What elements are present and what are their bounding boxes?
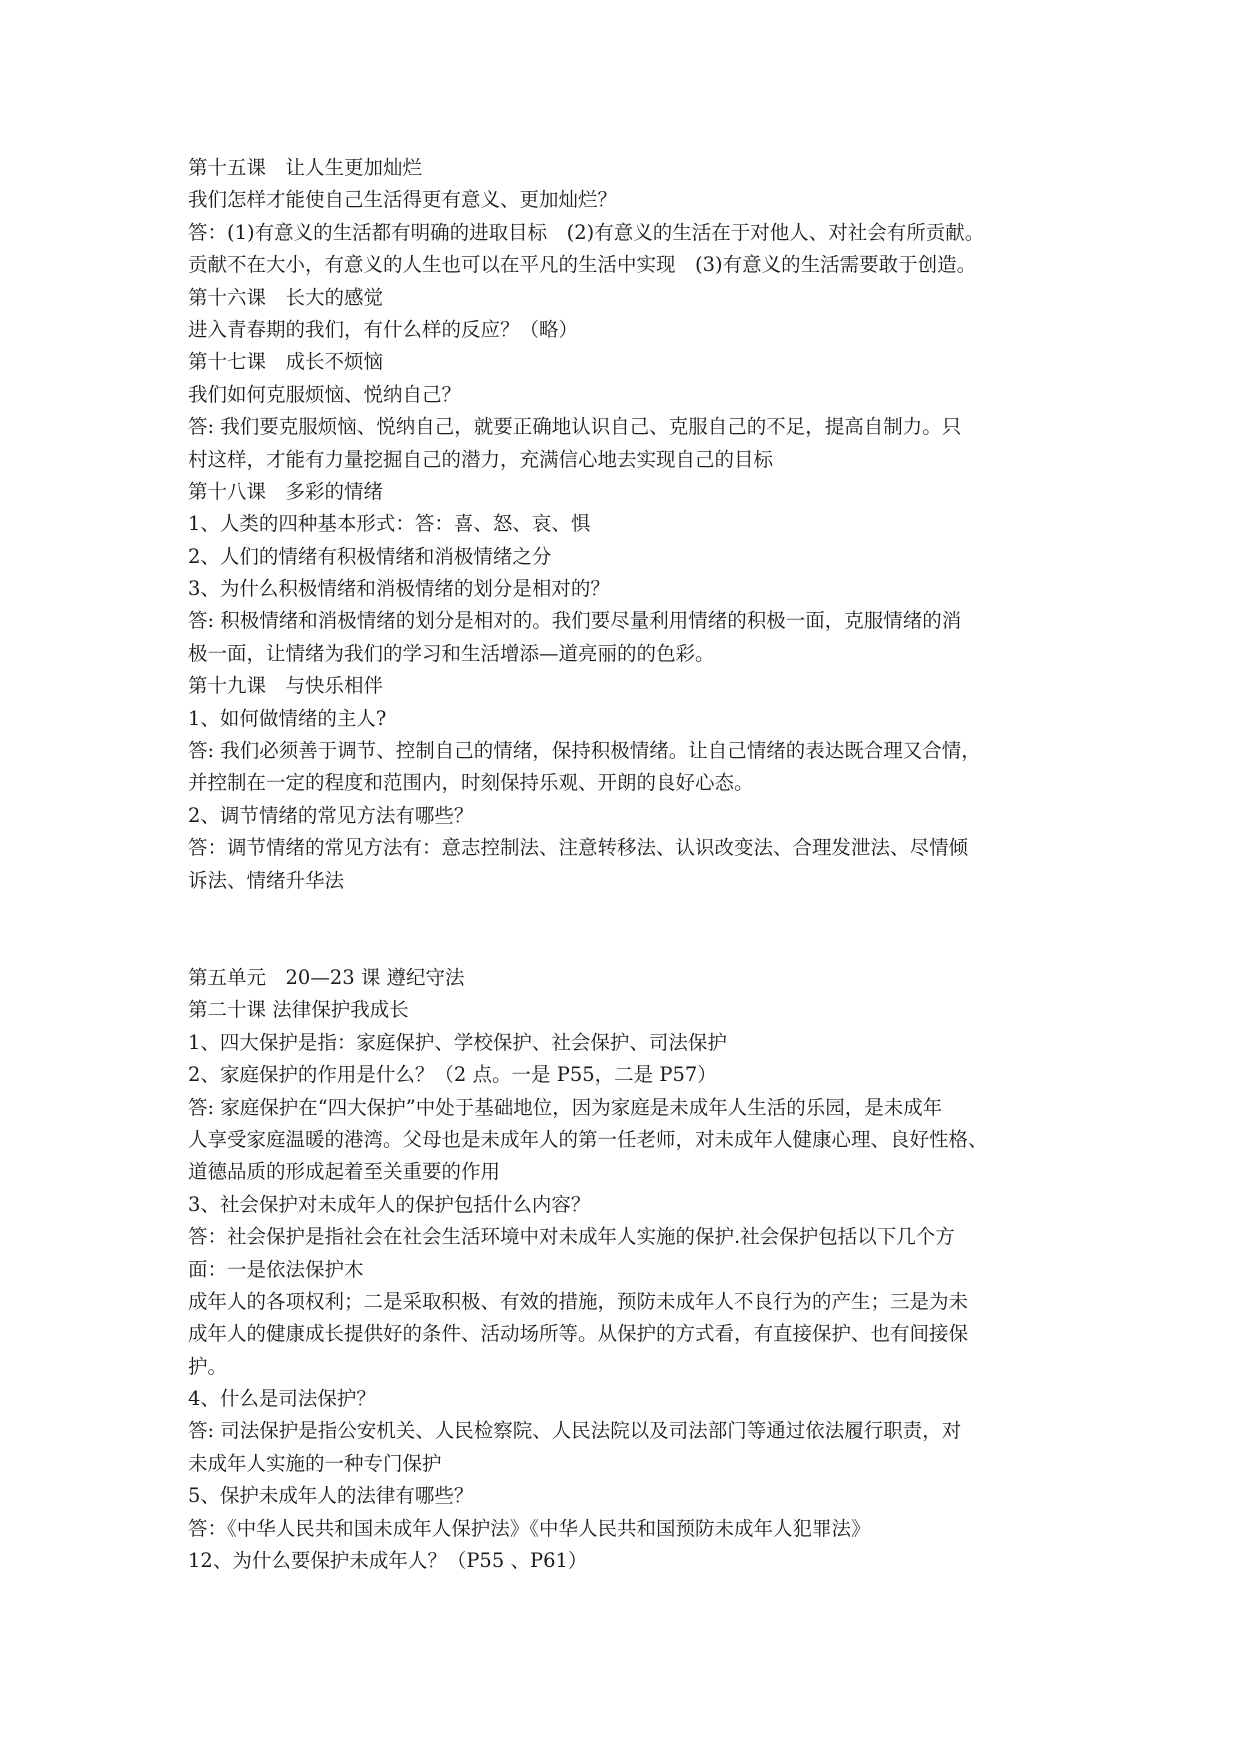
list-item: 2、家庭保护的作用是什么？（2 点。一是 P55，二是 P57） bbox=[188, 1063, 717, 1087]
answer-line: 村这样，才能有力量挖掘自己的潜力，充满信心地去实现自己的目标 bbox=[188, 447, 774, 471]
answer-line: 道德品质的形成起着至关重要的作用 bbox=[188, 1160, 501, 1184]
list-item: 5、保护未成年人的法律有哪些？ bbox=[188, 1484, 474, 1508]
unit-5-title: 第五单元 20—23 课 遵纪守法 bbox=[188, 965, 465, 989]
lesson-19-title: 第十九课 与快乐相伴 bbox=[188, 674, 384, 698]
list-item: 3、为什么积极情绪和消极情绪的划分是相对的？ bbox=[188, 577, 610, 601]
answer-line: 答: 我们要克服烦恼、悦纳自己，就要正确地认识自己、克服自己的不足，提高自制力。只 bbox=[188, 415, 962, 439]
answer-line: 并控制在一定的程度和范围内，时刻保持乐观、开朗的良好心态。 bbox=[188, 771, 754, 795]
list-item: 3、社会保护对未成年人的保护包括什么内容？ bbox=[188, 1192, 591, 1216]
document-body bbox=[188, 152, 1068, 1577]
answer-line: 面：一是依法保护木 bbox=[188, 1257, 364, 1281]
question-line: 我们怎样才能使自己生活得更有意义、更加灿烂？ bbox=[188, 188, 618, 212]
answer-line: 答：调节情绪的常见方法有：意志控制法、注意转移法、认识改变法、合理发泄法、尽情倾 bbox=[188, 836, 969, 860]
answer-line: 答: 家庭保护在“四大保护”中处于基础地位，因为家庭是未成年人生活的乐园，是未成年 bbox=[188, 1095, 943, 1119]
answer-line: 成年人的健康成长提供好的条件、活动场所等。从保护的方式看，有直接保护、也有间接保 bbox=[188, 1322, 969, 1346]
list-item: 12、为什么要保护未成年人？（P55 、P61） bbox=[188, 1549, 588, 1573]
answer-line: 人享受家庭温暖的港湾。父母也是未成年人的第一任老师，对未成年人健康心理、良好性格、 bbox=[188, 1127, 988, 1151]
list-item: 1、如何做情绪的主人? bbox=[188, 706, 387, 730]
lesson-20-title: 第二十课 法律保护我成长 bbox=[188, 998, 409, 1022]
answer-line: 极一面，让情绪为我们的学习和生活增添—道亮丽的的色彩。 bbox=[188, 641, 715, 665]
list-item: 1、四大保护是指：家庭保护、学校保护、社会保护、司法保护 bbox=[188, 1030, 727, 1054]
answer-line: 护。 bbox=[188, 1354, 228, 1378]
section-lessons-15-19 bbox=[188, 152, 1068, 897]
lesson-18-title: 第十八课 多彩的情绪 bbox=[188, 479, 384, 503]
lesson-17-title: 第十七课 成长不烦恼 bbox=[188, 350, 384, 374]
question-line: 进入青春期的我们，有什么样的反应？（略） bbox=[188, 317, 579, 341]
answer-line: 答：《中华人民共和国未成年人保护法》《中华人民共和国预防未成年人犯罪法》 bbox=[188, 1516, 871, 1540]
answer-line: 答: 积极情绪和消极情绪的划分是相对的。我们要尽量利用情绪的积极一面，克服情绪的消 bbox=[188, 609, 962, 633]
question-line: 我们如何克服烦恼、悦纳自己？ bbox=[188, 382, 462, 406]
answer-line: 贡献不在大小，有意义的人生也可以在平凡的生活中实现 (3)有意义的生活需要敢于创造。 bbox=[188, 253, 977, 277]
section-gap bbox=[188, 897, 1068, 962]
answer-line: 答：社会保护是指社会在社会生活环境中对未成年人实施的保护.社会保护包括以下几个方 bbox=[188, 1225, 955, 1249]
list-item: 4、什么是司法保护？ bbox=[188, 1387, 376, 1411]
list-item: 2、调节情绪的常见方法有哪些？ bbox=[188, 803, 474, 827]
answer-line: 答: 我们必须善于调节、控制自己的情绪，保持积极情绪。让自己情绪的表达既合理又合情， bbox=[188, 739, 981, 763]
answer-line: 诉法、情绪升华法 bbox=[188, 868, 345, 892]
answer-line: 答: 司法保护是指公安机关、人民检察院、人民法院以及司法部门等通过依法履行职责，对 bbox=[188, 1419, 962, 1443]
list-item: 2、人们的情绪有积极情绪和消极情绪之分 bbox=[188, 544, 552, 568]
answer-line: 成年人的各项权利；二是采取积极、有效的措施，预防未成年人不良行为的产生；三是为未 bbox=[188, 1289, 969, 1313]
list-item: 1、人类的四种基本形式：答：喜、怒、哀、惧 bbox=[188, 512, 591, 536]
answer-line: 未成年人实施的一种专门保护 bbox=[188, 1451, 442, 1475]
section-unit-5 bbox=[188, 962, 1068, 1577]
lesson-16-title: 第十六课 长大的感觉 bbox=[188, 285, 384, 309]
answer-line: 答：(1)有意义的生活都有明确的进取目标 (2)有意义的生活在于对他人、对社会有所贡献。 bbox=[188, 220, 985, 244]
lesson-15-title: 第十五课 让人生更加灿烂 bbox=[188, 156, 423, 179]
